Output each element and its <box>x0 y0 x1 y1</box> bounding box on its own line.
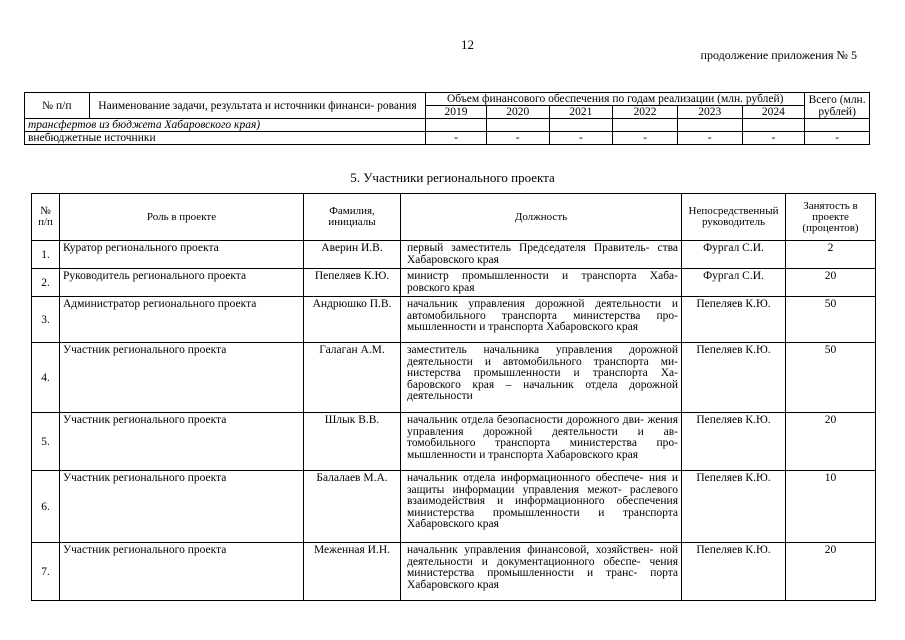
col-volume-header: Объем финансового обеспечения по годам реализации (млн. рублей) <box>426 93 805 106</box>
row-name: Балалаев М.А. <box>304 471 401 543</box>
row-role: Администратор регионального проекта <box>60 297 304 343</box>
table-row <box>32 269 876 297</box>
table-row <box>32 297 876 343</box>
row-position: заместитель начальника управления дорожной деятельности и автомобильного транспорта ми- нистерства промышленности и транспорта Ха- баровского края – начальник отдела дорожной деятельности <box>401 343 682 413</box>
cell: - <box>486 132 549 145</box>
table-row <box>32 343 876 413</box>
table-row <box>25 132 870 145</box>
header-num: № п/п <box>32 194 60 241</box>
year-header: 2024 <box>742 106 805 119</box>
section-title: 5. Участники регионального проекта <box>350 170 555 185</box>
row-num: 1. <box>32 241 60 269</box>
row-num: 6. <box>32 471 60 543</box>
row-supervisor: Пепеляев К.Ю. <box>682 413 786 471</box>
cell <box>426 119 487 132</box>
year-header: 2020 <box>486 106 549 119</box>
row-position: начальник управления финансовой, хозяйствен- ной деятельности и документационного обеспе- чения министерства промышленности и транс- порта Хабаровского края <box>401 543 682 601</box>
participants-body <box>32 241 876 601</box>
cell: - <box>742 132 805 145</box>
row-name: Пепеляев К.Ю. <box>304 269 401 297</box>
row-supervisor: Пепеляев К.Ю. <box>682 471 786 543</box>
cell: - <box>677 132 742 145</box>
row-num: 4. <box>32 343 60 413</box>
col-total-header: Всего (млн. рублей) <box>805 93 870 119</box>
row-name: Меженная И.Н. <box>304 543 401 601</box>
table-row <box>32 241 876 269</box>
row-load: 20 <box>786 269 876 297</box>
cell <box>742 119 805 132</box>
row-role: Участник регионального проекта <box>60 343 304 413</box>
row-role: Куратор регионального проекта <box>60 241 304 269</box>
continuation-note: продолжение приложения № 5 <box>700 48 857 62</box>
year-header: 2023 <box>677 106 742 119</box>
row-role: Участник регионального проекта <box>60 543 304 601</box>
row-position: первый заместитель Председателя Правитель- ства Хабаровского края <box>401 241 682 269</box>
cell <box>549 119 613 132</box>
row-position: министр промышленности и транспорта Хаба- ровского края <box>401 269 682 297</box>
finance-table <box>24 92 870 145</box>
header-supervisor: Непосредственный руководитель <box>682 194 786 241</box>
cell: - <box>549 132 613 145</box>
row-load: 50 <box>786 297 876 343</box>
row-num: 2. <box>32 269 60 297</box>
table-row <box>32 413 876 471</box>
table-row <box>32 543 876 601</box>
row-role: Участник регионального проекта <box>60 471 304 543</box>
row-load: 2 <box>786 241 876 269</box>
row-load: 20 <box>786 543 876 601</box>
header-name: Фамилия, инициалы <box>304 194 401 241</box>
year-header: 2019 <box>426 106 487 119</box>
row-num: 3. <box>32 297 60 343</box>
row-load: 10 <box>786 471 876 543</box>
cell: - <box>613 132 678 145</box>
row-name: трансфертов из бюджета Хабаровского края) <box>25 119 426 132</box>
table-row <box>32 471 876 543</box>
cell: - <box>805 132 870 145</box>
row-num: 5. <box>32 413 60 471</box>
cell <box>677 119 742 132</box>
cell <box>486 119 549 132</box>
row-position: начальник отдела безопасности дорожного дви- жения управления дорожной деятельности и ав- томобильного транспорта министерства про- мышленности и транспорта Хабаровского края <box>401 413 682 471</box>
cell <box>613 119 678 132</box>
row-name: Галаган А.М. <box>304 343 401 413</box>
col-num-header: № п/п <box>25 93 90 119</box>
row-load: 20 <box>786 413 876 471</box>
row-name: Шлык В.В. <box>304 413 401 471</box>
row-name: Аверин И.В. <box>304 241 401 269</box>
row-num: 7. <box>32 543 60 601</box>
row-load: 50 <box>786 343 876 413</box>
row-position: начальник управления дорожной деятельности и автомобильного транспорта министерства про- мышленности и транспорта Хабаровского края <box>401 297 682 343</box>
header-position: Должность <box>401 194 682 241</box>
row-role: Участник регионального проекта <box>60 413 304 471</box>
row-supervisor: Пепеляев К.Ю. <box>682 297 786 343</box>
col-name-header: Наименование задачи, результата и источники финанси- рования <box>89 93 426 119</box>
cell <box>805 119 870 132</box>
row-supervisor: Пепеляев К.Ю. <box>682 343 786 413</box>
row-name: внебюджетные источники <box>25 132 426 145</box>
year-header: 2021 <box>549 106 613 119</box>
participants-table <box>31 193 876 601</box>
row-position: начальник отдела информационного обеспече- ния и защиты информации управления межот- раслевого взаимодействия и информационного обеспечения министерства промышленности и транспорта Хабаровского края <box>401 471 682 543</box>
year-header: 2022 <box>613 106 678 119</box>
row-supervisor: Пепеляев К.Ю. <box>682 543 786 601</box>
page-number: 12 <box>461 37 474 52</box>
cell: - <box>426 132 487 145</box>
header-load: Занятость в проекте (процентов) <box>786 194 876 241</box>
row-supervisor: Фургал С.И. <box>682 241 786 269</box>
row-role: Руководитель регионального проекта <box>60 269 304 297</box>
row-name: Андрюшко П.В. <box>304 297 401 343</box>
header-role: Роль в проекте <box>60 194 304 241</box>
table-row <box>25 119 870 132</box>
row-supervisor: Фургал С.И. <box>682 269 786 297</box>
